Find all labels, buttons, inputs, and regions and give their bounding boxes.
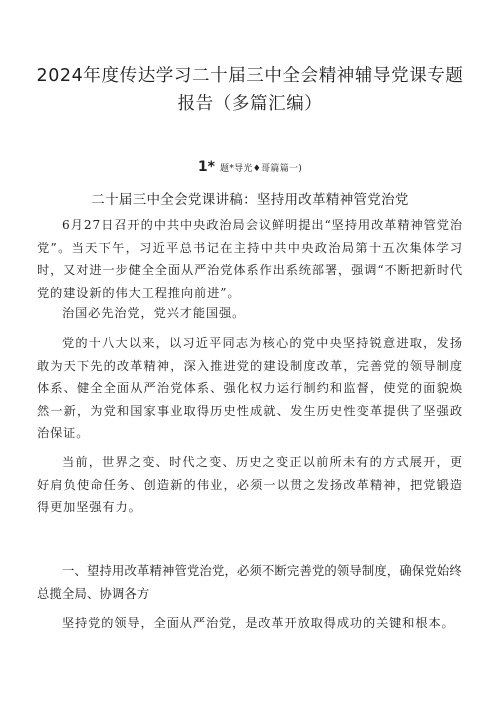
section-title: 二十届三中全会党课讲稿：坚持用改革精神管党治党 bbox=[91, 192, 409, 208]
subsection-heading: 一、望持用改革精神管党治党，必须不断完善党的领导制度，确保党始终总揽全局、协调各方 bbox=[37, 564, 462, 601]
body-paragraph: 6月27日召开的中共中央政治局会议鲜明提出“坚持用改革精神管党治党”。当天下午，习近平总书记在主持中共中央政治局第十五次集体学习时，又对进一步健全全面从严治党体系作出系统部署，强调“不断把新时代党的建设新的伟大工程推向前进”。 bbox=[37, 218, 463, 300]
body-paragraph: 当前，世界之变、时代之变、历史之变正以前所未有的方式展开，更好肩负使命任务、创造新的伟业，必须一以贯之发扬改革精神，把党锻造得更加坚强有力。 bbox=[37, 455, 463, 514]
part-label bbox=[0, 156, 500, 175]
body-paragraph: 党的十八大以来，以习近平同志为核心的党中央坚持锐意进取，发扬敢为天下先的改革精神，深入推进党的建设制度改革，完善党的领导制度体系、健全全面从严治党体系、强化权力运行制约和监督，使党的面貌焕然一新，为党和国家事业取得历史性成就、发生历史性变革提供了坚强政治保证。 bbox=[37, 336, 463, 440]
document-title-line-2: 报告（多篇汇编） bbox=[177, 94, 323, 114]
body-paragraph: 坚持党的领导，全面从严治党，是改革开放取得成功的关键和根本。 bbox=[62, 616, 455, 630]
part-number: 1* bbox=[197, 159, 215, 175]
document-title-line-1: 2024年度传达学习二十届三中全会精神辅导党课专题 bbox=[36, 66, 464, 86]
part-label-text: 题*导光♦哥篇篇一) bbox=[220, 164, 303, 174]
body-paragraph: 治国必先治党，党兴才能国强。 bbox=[62, 306, 246, 320]
document-title bbox=[30, 62, 470, 118]
